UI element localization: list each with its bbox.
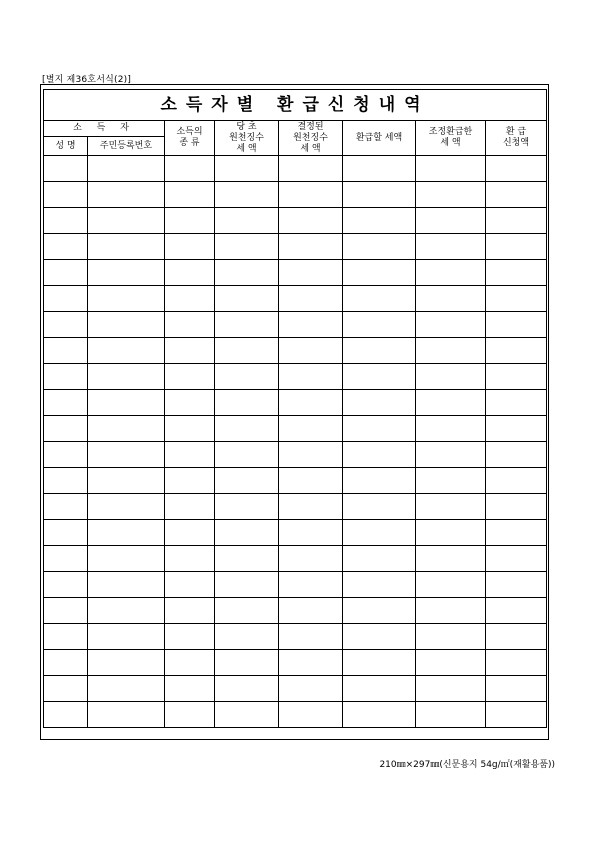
- table-cell[interactable]: [165, 572, 215, 598]
- table-cell[interactable]: [343, 676, 416, 702]
- table-cell[interactable]: [215, 286, 279, 312]
- refund-table: [43, 89, 547, 728]
- table-row: [44, 650, 547, 676]
- table-cell[interactable]: [44, 286, 88, 312]
- table-cell[interactable]: [44, 702, 88, 728]
- table-cell[interactable]: [416, 338, 486, 364]
- table-cell[interactable]: [165, 208, 215, 234]
- table-cell[interactable]: [416, 182, 486, 208]
- table-cell[interactable]: [165, 520, 215, 546]
- table-cell[interactable]: [215, 364, 279, 390]
- table-cell[interactable]: [279, 520, 343, 546]
- table-cell[interactable]: [44, 624, 88, 650]
- table-cell[interactable]: [215, 260, 279, 286]
- table-cell[interactable]: [44, 442, 88, 468]
- table-row: [44, 676, 547, 702]
- table-cell[interactable]: [44, 650, 88, 676]
- table-cell[interactable]: [44, 546, 88, 572]
- table-cell[interactable]: [165, 260, 215, 286]
- table-row: [44, 260, 547, 286]
- table-cell[interactable]: [215, 702, 279, 728]
- table-cell[interactable]: [215, 676, 279, 702]
- table-cell[interactable]: [44, 338, 88, 364]
- table-cell[interactable]: [215, 494, 279, 520]
- form-title: 소득자별 환급신청내역: [44, 90, 547, 121]
- table-cell[interactable]: [279, 182, 343, 208]
- table-cell[interactable]: [279, 650, 343, 676]
- table-cell[interactable]: [88, 598, 165, 624]
- decided-withholding-header: 결정된 원천징수 세 액: [279, 121, 343, 156]
- table-cell[interactable]: [416, 312, 486, 338]
- table-cell[interactable]: [44, 598, 88, 624]
- table-cell[interactable]: [279, 546, 343, 572]
- table-cell[interactable]: [88, 546, 165, 572]
- table-cell[interactable]: [165, 182, 215, 208]
- table-cell[interactable]: [88, 624, 165, 650]
- table-cell[interactable]: [215, 390, 279, 416]
- resident-number-header: 주민등록번호: [88, 137, 165, 156]
- table-cell[interactable]: [343, 650, 416, 676]
- table-cell[interactable]: [486, 208, 547, 234]
- table-cell[interactable]: [165, 702, 215, 728]
- table-cell[interactable]: [486, 468, 547, 494]
- table-cell[interactable]: [279, 390, 343, 416]
- table-cell[interactable]: [416, 468, 486, 494]
- table-cell[interactable]: [44, 390, 88, 416]
- table-cell[interactable]: [88, 494, 165, 520]
- table-cell[interactable]: [416, 390, 486, 416]
- table-cell[interactable]: [44, 468, 88, 494]
- table-cell[interactable]: [215, 520, 279, 546]
- table-cell[interactable]: [88, 676, 165, 702]
- table-cell[interactable]: [165, 338, 215, 364]
- table-row: [44, 364, 547, 390]
- table-cell[interactable]: [88, 650, 165, 676]
- table-cell[interactable]: [486, 338, 547, 364]
- table-cell[interactable]: [165, 546, 215, 572]
- table-cell[interactable]: [44, 208, 88, 234]
- table-row: [44, 572, 547, 598]
- paper-spec-footer: 210㎜×297㎜(신문용지 54g/㎡(재활용품)): [379, 760, 555, 770]
- table-row: [44, 338, 547, 364]
- table-row: [44, 468, 547, 494]
- table-cell[interactable]: [279, 494, 343, 520]
- table-cell[interactable]: [165, 598, 215, 624]
- table-cell[interactable]: [279, 416, 343, 442]
- table-cell[interactable]: [486, 572, 547, 598]
- table-cell[interactable]: [215, 598, 279, 624]
- table-cell[interactable]: [343, 312, 416, 338]
- table-cell[interactable]: [279, 702, 343, 728]
- form-number-label: [별지 제36호서식(2)]: [42, 75, 132, 85]
- initial-withholding-header: 당 초 원천징수 세 액: [215, 121, 279, 156]
- table-cell[interactable]: [486, 520, 547, 546]
- table-cell[interactable]: [279, 442, 343, 468]
- table-cell[interactable]: [279, 234, 343, 260]
- table-row: [44, 624, 547, 650]
- name-header: 성 명: [44, 137, 88, 156]
- table-cell[interactable]: [486, 260, 547, 286]
- table-row: [44, 286, 547, 312]
- table-cell[interactable]: [279, 156, 343, 182]
- table-cell[interactable]: [165, 624, 215, 650]
- table-cell[interactable]: [343, 156, 416, 182]
- table-cell[interactable]: [215, 182, 279, 208]
- table-cell[interactable]: [486, 598, 547, 624]
- table-cell[interactable]: [486, 416, 547, 442]
- table-cell[interactable]: [88, 312, 165, 338]
- table-cell[interactable]: [88, 702, 165, 728]
- table-cell[interactable]: [165, 494, 215, 520]
- table-cell[interactable]: [215, 468, 279, 494]
- table-cell[interactable]: [416, 286, 486, 312]
- table-cell[interactable]: [486, 234, 547, 260]
- table-cell[interactable]: [44, 156, 88, 182]
- table-cell[interactable]: [279, 286, 343, 312]
- adjusted-refund-header: 조정환급한 세 액: [416, 121, 486, 156]
- table-cell[interactable]: [279, 364, 343, 390]
- table-cell[interactable]: [215, 624, 279, 650]
- table-row: [44, 442, 547, 468]
- table-cell[interactable]: [416, 494, 486, 520]
- table-cell[interactable]: [486, 390, 547, 416]
- table-cell[interactable]: [88, 468, 165, 494]
- refund-request-header: 환 급 신청액: [486, 121, 547, 156]
- table-cell[interactable]: [416, 676, 486, 702]
- table-cell[interactable]: [343, 208, 416, 234]
- table-cell[interactable]: [88, 260, 165, 286]
- table-cell[interactable]: [44, 234, 88, 260]
- table-cell[interactable]: [279, 624, 343, 650]
- table-cell[interactable]: [165, 156, 215, 182]
- table-cell[interactable]: [88, 182, 165, 208]
- table-cell[interactable]: [279, 598, 343, 624]
- table-cell[interactable]: [165, 234, 215, 260]
- refundable-tax-header: 환급할 세액: [343, 121, 416, 156]
- table-cell[interactable]: [165, 286, 215, 312]
- table-cell[interactable]: [343, 598, 416, 624]
- table-row: [44, 156, 547, 182]
- table-row: [44, 702, 547, 728]
- table-cell[interactable]: [215, 208, 279, 234]
- table-cell[interactable]: [165, 312, 215, 338]
- table-cell[interactable]: [165, 676, 215, 702]
- table-cell[interactable]: [44, 364, 88, 390]
- table-cell[interactable]: [416, 650, 486, 676]
- table-row: [44, 182, 547, 208]
- table-cell[interactable]: [486, 546, 547, 572]
- table-cell[interactable]: [215, 442, 279, 468]
- table-cell[interactable]: [88, 208, 165, 234]
- table-cell[interactable]: [343, 234, 416, 260]
- table-cell[interactable]: [343, 546, 416, 572]
- table-cell[interactable]: [88, 286, 165, 312]
- table-cell[interactable]: [44, 676, 88, 702]
- income-earner-header: 소 득 자: [44, 121, 165, 137]
- table-cell[interactable]: [44, 260, 88, 286]
- table-cell[interactable]: [215, 234, 279, 260]
- table-cell[interactable]: [343, 260, 416, 286]
- table-row: [44, 234, 547, 260]
- table-cell[interactable]: [343, 702, 416, 728]
- table-cell[interactable]: [44, 520, 88, 546]
- table-row: [44, 208, 547, 234]
- table-cell[interactable]: [343, 364, 416, 390]
- table-cell[interactable]: [416, 598, 486, 624]
- table-cell[interactable]: [486, 650, 547, 676]
- table-cell[interactable]: [343, 416, 416, 442]
- table-cell[interactable]: [416, 416, 486, 442]
- table-cell[interactable]: [416, 520, 486, 546]
- table-cell[interactable]: [486, 286, 547, 312]
- table-row: [44, 520, 547, 546]
- table-cell[interactable]: [486, 624, 547, 650]
- table-cell[interactable]: [88, 442, 165, 468]
- table-cell[interactable]: [416, 442, 486, 468]
- table-cell[interactable]: [279, 338, 343, 364]
- table-cell[interactable]: [416, 364, 486, 390]
- table-cell[interactable]: [279, 208, 343, 234]
- table-cell[interactable]: [279, 312, 343, 338]
- table-cell[interactable]: [486, 442, 547, 468]
- table-row: [44, 546, 547, 572]
- table-cell[interactable]: [343, 390, 416, 416]
- table-cell[interactable]: [215, 546, 279, 572]
- table-cell[interactable]: [279, 572, 343, 598]
- table-cell[interactable]: [165, 416, 215, 442]
- table-body: [44, 156, 547, 728]
- table-cell[interactable]: [486, 676, 547, 702]
- table-cell[interactable]: [416, 624, 486, 650]
- table-row: [44, 390, 547, 416]
- table-cell[interactable]: [279, 260, 343, 286]
- table-cell[interactable]: [215, 416, 279, 442]
- table-cell[interactable]: [88, 338, 165, 364]
- table-cell[interactable]: [215, 156, 279, 182]
- table-row: [44, 494, 547, 520]
- table-cell[interactable]: [416, 208, 486, 234]
- table-cell[interactable]: [416, 702, 486, 728]
- table-row: [44, 312, 547, 338]
- table-cell[interactable]: [343, 572, 416, 598]
- table-cell[interactable]: [343, 182, 416, 208]
- table-cell[interactable]: [88, 156, 165, 182]
- table-cell[interactable]: [416, 546, 486, 572]
- table-cell[interactable]: [165, 468, 215, 494]
- table-cell[interactable]: [44, 182, 88, 208]
- table-cell[interactable]: [343, 468, 416, 494]
- table-cell[interactable]: [44, 312, 88, 338]
- table-cell[interactable]: [343, 624, 416, 650]
- table-cell[interactable]: [486, 494, 547, 520]
- table-cell[interactable]: [165, 390, 215, 416]
- table-cell[interactable]: [343, 338, 416, 364]
- table-cell[interactable]: [343, 520, 416, 546]
- table-cell[interactable]: [486, 312, 547, 338]
- table-cell[interactable]: [88, 390, 165, 416]
- table-cell[interactable]: [279, 676, 343, 702]
- table-cell[interactable]: [486, 182, 547, 208]
- table-cell[interactable]: [44, 572, 88, 598]
- table-cell[interactable]: [343, 494, 416, 520]
- table-cell[interactable]: [165, 442, 215, 468]
- table-cell[interactable]: [343, 286, 416, 312]
- income-type-header: 소득의 종 류: [165, 121, 215, 156]
- table-cell[interactable]: [215, 312, 279, 338]
- table-cell[interactable]: [88, 234, 165, 260]
- table-cell[interactable]: [416, 572, 486, 598]
- table-cell[interactable]: [279, 468, 343, 494]
- table-cell[interactable]: [486, 364, 547, 390]
- table-cell[interactable]: [88, 416, 165, 442]
- table-cell[interactable]: [215, 572, 279, 598]
- table-cell[interactable]: [165, 650, 215, 676]
- table-cell[interactable]: [165, 364, 215, 390]
- table-cell[interactable]: [343, 442, 416, 468]
- table-row: [44, 598, 547, 624]
- table-cell[interactable]: [88, 572, 165, 598]
- table-cell[interactable]: [416, 260, 486, 286]
- table-cell[interactable]: [215, 650, 279, 676]
- table-row: [44, 416, 547, 442]
- table-cell[interactable]: [44, 416, 88, 442]
- table-cell[interactable]: [88, 520, 165, 546]
- table-cell[interactable]: [486, 156, 547, 182]
- table-cell[interactable]: [486, 702, 547, 728]
- table-cell[interactable]: [416, 234, 486, 260]
- table-cell[interactable]: [88, 364, 165, 390]
- table-cell[interactable]: [44, 494, 88, 520]
- table-cell[interactable]: [215, 338, 279, 364]
- table-cell[interactable]: [416, 156, 486, 182]
